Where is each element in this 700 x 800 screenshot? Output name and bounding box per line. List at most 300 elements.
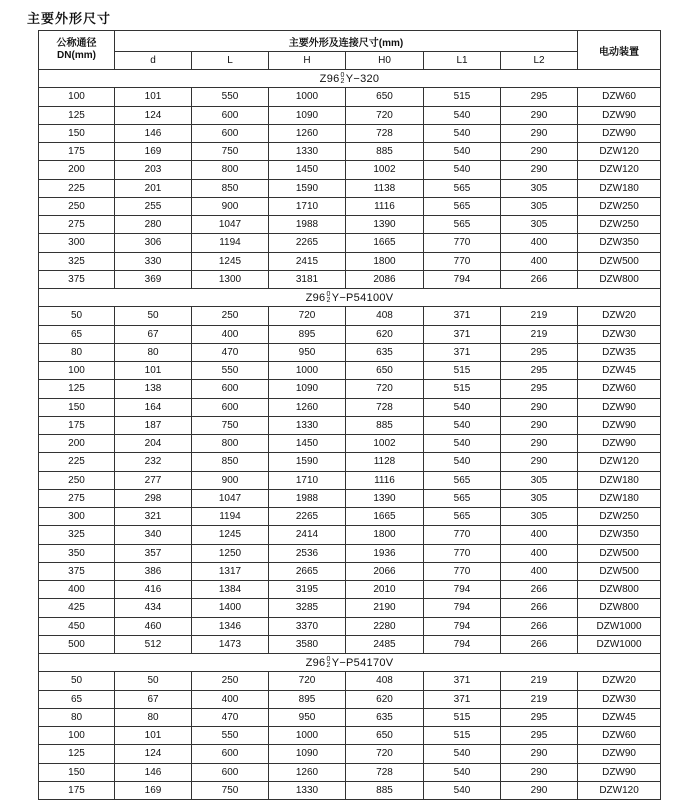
cell-l2: 305 bbox=[501, 471, 578, 489]
cell-l2: 400 bbox=[501, 234, 578, 252]
table-row bbox=[39, 435, 661, 453]
cell-l1: 515 bbox=[424, 727, 501, 745]
cell-dn: 150 bbox=[39, 763, 115, 781]
cell-l: 1473 bbox=[192, 635, 269, 653]
cell-actuator: DZW250 bbox=[578, 216, 661, 234]
cell-h0: 408 bbox=[346, 307, 424, 325]
cell-d: 169 bbox=[115, 781, 192, 799]
cell-dn: 275 bbox=[39, 216, 115, 234]
cell-actuator: DZW30 bbox=[578, 690, 661, 708]
cell-h0: 408 bbox=[346, 672, 424, 690]
cell-h0: 1390 bbox=[346, 489, 424, 507]
cell-dn: 150 bbox=[39, 398, 115, 416]
table-row bbox=[39, 672, 661, 690]
cell-l1: 770 bbox=[424, 562, 501, 580]
cell-actuator: DZW20 bbox=[578, 307, 661, 325]
cell-l1: 515 bbox=[424, 88, 501, 106]
header-col-d: d bbox=[115, 52, 192, 70]
cell-l: 1194 bbox=[192, 508, 269, 526]
cell-l2: 305 bbox=[501, 508, 578, 526]
cell-l2: 305 bbox=[501, 216, 578, 234]
cell-h0: 1665 bbox=[346, 234, 424, 252]
cell-dn: 125 bbox=[39, 380, 115, 398]
cell-d: 386 bbox=[115, 562, 192, 580]
cell-l: 250 bbox=[192, 672, 269, 690]
cell-l1: 794 bbox=[424, 599, 501, 617]
cell-l1: 540 bbox=[424, 435, 501, 453]
cell-h: 1260 bbox=[269, 763, 346, 781]
cell-h: 3580 bbox=[269, 635, 346, 653]
cell-actuator: DZW120 bbox=[578, 161, 661, 179]
model-prefix: Z96 bbox=[305, 656, 326, 669]
cell-l1: 565 bbox=[424, 471, 501, 489]
table-row bbox=[39, 562, 661, 580]
cell-l: 850 bbox=[192, 179, 269, 197]
cell-h0: 2086 bbox=[346, 270, 424, 288]
cell-l1: 540 bbox=[424, 161, 501, 179]
table-row bbox=[39, 617, 661, 635]
cell-d: 169 bbox=[115, 143, 192, 161]
cell-h: 3195 bbox=[269, 581, 346, 599]
cell-dn: 325 bbox=[39, 526, 115, 544]
table-row bbox=[39, 508, 661, 526]
cell-actuator: DZW180 bbox=[578, 179, 661, 197]
table-row bbox=[39, 690, 661, 708]
cell-l: 1245 bbox=[192, 526, 269, 544]
cell-h0: 720 bbox=[346, 745, 424, 763]
cell-h: 2536 bbox=[269, 544, 346, 562]
cell-l2: 290 bbox=[501, 143, 578, 161]
cell-h: 1590 bbox=[269, 179, 346, 197]
cell-h0: 635 bbox=[346, 708, 424, 726]
model-section-row bbox=[39, 654, 661, 672]
cell-h: 895 bbox=[269, 690, 346, 708]
cell-l2: 266 bbox=[501, 270, 578, 288]
model-fraction-bottom: 2 bbox=[340, 77, 345, 85]
cell-actuator: DZW500 bbox=[578, 544, 661, 562]
cell-d: 298 bbox=[115, 489, 192, 507]
cell-h: 895 bbox=[269, 325, 346, 343]
cell-h0: 650 bbox=[346, 727, 424, 745]
cell-dn: 175 bbox=[39, 416, 115, 434]
cell-dn: 300 bbox=[39, 234, 115, 252]
cell-l2: 219 bbox=[501, 325, 578, 343]
cell-l1: 540 bbox=[424, 763, 501, 781]
cell-l1: 565 bbox=[424, 508, 501, 526]
cell-h0: 650 bbox=[346, 362, 424, 380]
cell-l: 1300 bbox=[192, 270, 269, 288]
cell-dn: 250 bbox=[39, 471, 115, 489]
cell-actuator: DZW60 bbox=[578, 88, 661, 106]
cell-dn: 200 bbox=[39, 161, 115, 179]
cell-dn: 125 bbox=[39, 106, 115, 124]
cell-l2: 219 bbox=[501, 672, 578, 690]
cell-d: 460 bbox=[115, 617, 192, 635]
table-row bbox=[39, 197, 661, 215]
cell-l: 1047 bbox=[192, 489, 269, 507]
cell-dn: 425 bbox=[39, 599, 115, 617]
cell-l2: 219 bbox=[501, 690, 578, 708]
cell-l1: 371 bbox=[424, 325, 501, 343]
cell-dn: 225 bbox=[39, 179, 115, 197]
cell-l2: 290 bbox=[501, 763, 578, 781]
cell-l2: 400 bbox=[501, 252, 578, 270]
cell-h0: 728 bbox=[346, 398, 424, 416]
cell-d: 164 bbox=[115, 398, 192, 416]
cell-l1: 565 bbox=[424, 489, 501, 507]
table-row bbox=[39, 380, 661, 398]
cell-l: 600 bbox=[192, 124, 269, 142]
cell-l1: 371 bbox=[424, 690, 501, 708]
table-row bbox=[39, 325, 661, 343]
cell-l1: 371 bbox=[424, 343, 501, 361]
cell-l: 900 bbox=[192, 471, 269, 489]
model-section-row bbox=[39, 289, 661, 307]
cell-l: 470 bbox=[192, 343, 269, 361]
cell-h0: 885 bbox=[346, 143, 424, 161]
cell-d: 124 bbox=[115, 106, 192, 124]
cell-h: 1090 bbox=[269, 745, 346, 763]
cell-d: 416 bbox=[115, 581, 192, 599]
cell-actuator: DZW90 bbox=[578, 398, 661, 416]
cell-l: 800 bbox=[192, 435, 269, 453]
cell-actuator: DZW30 bbox=[578, 325, 661, 343]
cell-h: 1450 bbox=[269, 161, 346, 179]
cell-d: 80 bbox=[115, 708, 192, 726]
cell-h: 1710 bbox=[269, 197, 346, 215]
model-fraction-top: 0 bbox=[326, 290, 331, 298]
cell-d: 321 bbox=[115, 508, 192, 526]
cell-l1: 540 bbox=[424, 745, 501, 763]
cell-d: 369 bbox=[115, 270, 192, 288]
cell-d: 255 bbox=[115, 197, 192, 215]
cell-actuator: DZW45 bbox=[578, 362, 661, 380]
cell-dn: 400 bbox=[39, 581, 115, 599]
cell-d: 101 bbox=[115, 727, 192, 745]
header-dimensions-group: 主要外形及连接尺寸(mm) bbox=[115, 31, 578, 52]
cell-h: 2415 bbox=[269, 252, 346, 270]
cell-dn: 175 bbox=[39, 143, 115, 161]
table-row bbox=[39, 763, 661, 781]
cell-l: 550 bbox=[192, 727, 269, 745]
cell-d: 340 bbox=[115, 526, 192, 544]
cell-l1: 770 bbox=[424, 234, 501, 252]
model-section-row bbox=[39, 70, 661, 88]
page-title: 主要外形尺寸 bbox=[27, 11, 112, 26]
cell-actuator: DZW60 bbox=[578, 380, 661, 398]
table-row bbox=[39, 234, 661, 252]
table-row bbox=[39, 216, 661, 234]
cell-dn: 250 bbox=[39, 197, 115, 215]
cell-h: 1450 bbox=[269, 435, 346, 453]
cell-h: 2414 bbox=[269, 526, 346, 544]
model-fraction-bottom: 2 bbox=[326, 296, 331, 304]
cell-dn: 225 bbox=[39, 453, 115, 471]
cell-d: 277 bbox=[115, 471, 192, 489]
cell-l: 750 bbox=[192, 143, 269, 161]
cell-l2: 305 bbox=[501, 489, 578, 507]
cell-actuator: DZW1000 bbox=[578, 635, 661, 653]
cell-h0: 635 bbox=[346, 343, 424, 361]
cell-dn: 125 bbox=[39, 745, 115, 763]
cell-h: 2665 bbox=[269, 562, 346, 580]
cell-h0: 2485 bbox=[346, 635, 424, 653]
cell-h0: 1390 bbox=[346, 216, 424, 234]
cell-h: 1000 bbox=[269, 88, 346, 106]
cell-l2: 219 bbox=[501, 307, 578, 325]
table-row bbox=[39, 398, 661, 416]
header-col-l1: L1 bbox=[424, 52, 501, 70]
cell-l2: 290 bbox=[501, 161, 578, 179]
cell-l1: 770 bbox=[424, 526, 501, 544]
cell-dn: 175 bbox=[39, 781, 115, 799]
cell-l: 1400 bbox=[192, 599, 269, 617]
cell-l: 750 bbox=[192, 416, 269, 434]
table-row bbox=[39, 489, 661, 507]
header-col-h: H bbox=[269, 52, 346, 70]
cell-h0: 1116 bbox=[346, 471, 424, 489]
cell-l2: 295 bbox=[501, 708, 578, 726]
cell-dn: 65 bbox=[39, 690, 115, 708]
cell-l2: 290 bbox=[501, 106, 578, 124]
cell-actuator: DZW90 bbox=[578, 416, 661, 434]
cell-l1: 540 bbox=[424, 781, 501, 799]
cell-l2: 266 bbox=[501, 617, 578, 635]
cell-l: 750 bbox=[192, 781, 269, 799]
model-fraction-bottom: 2 bbox=[326, 661, 331, 669]
table-row bbox=[39, 599, 661, 617]
table-row bbox=[39, 143, 661, 161]
cell-l2: 295 bbox=[501, 88, 578, 106]
cell-dn: 80 bbox=[39, 708, 115, 726]
cell-dn: 100 bbox=[39, 88, 115, 106]
cell-l: 470 bbox=[192, 708, 269, 726]
cell-l: 400 bbox=[192, 690, 269, 708]
cell-l2: 400 bbox=[501, 544, 578, 562]
cell-dn: 100 bbox=[39, 362, 115, 380]
cell-h0: 1800 bbox=[346, 526, 424, 544]
cell-dn: 375 bbox=[39, 562, 115, 580]
model-fraction bbox=[326, 657, 330, 669]
cell-h: 1988 bbox=[269, 216, 346, 234]
cell-actuator: DZW1000 bbox=[578, 617, 661, 635]
cell-dn: 450 bbox=[39, 617, 115, 635]
table-row bbox=[39, 581, 661, 599]
table-row bbox=[39, 106, 661, 124]
table-row bbox=[39, 88, 661, 106]
cell-d: 201 bbox=[115, 179, 192, 197]
cell-l: 400 bbox=[192, 325, 269, 343]
cell-h0: 1116 bbox=[346, 197, 424, 215]
table-row bbox=[39, 708, 661, 726]
cell-actuator: DZW90 bbox=[578, 124, 661, 142]
cell-actuator: DZW800 bbox=[578, 581, 661, 599]
table-row bbox=[39, 745, 661, 763]
cell-l2: 305 bbox=[501, 197, 578, 215]
cell-h: 720 bbox=[269, 672, 346, 690]
table-row bbox=[39, 781, 661, 799]
cell-l: 600 bbox=[192, 106, 269, 124]
cell-actuator: DZW180 bbox=[578, 471, 661, 489]
cell-d: 50 bbox=[115, 307, 192, 325]
cell-l: 550 bbox=[192, 362, 269, 380]
cell-l2: 295 bbox=[501, 727, 578, 745]
cell-l1: 515 bbox=[424, 362, 501, 380]
cell-h: 1988 bbox=[269, 489, 346, 507]
cell-d: 80 bbox=[115, 343, 192, 361]
cell-l1: 770 bbox=[424, 252, 501, 270]
cell-h: 950 bbox=[269, 343, 346, 361]
cell-l1: 540 bbox=[424, 143, 501, 161]
model-designation bbox=[39, 289, 661, 307]
header-electric-actuator: 电动装置 bbox=[578, 31, 661, 70]
model-fraction-top: 0 bbox=[340, 71, 345, 79]
header-dn-unit: DN(mm) bbox=[57, 50, 96, 61]
cell-l: 600 bbox=[192, 380, 269, 398]
cell-d: 232 bbox=[115, 453, 192, 471]
cell-h0: 1002 bbox=[346, 435, 424, 453]
cell-actuator: DZW500 bbox=[578, 562, 661, 580]
cell-l: 850 bbox=[192, 453, 269, 471]
cell-l2: 290 bbox=[501, 453, 578, 471]
cell-l1: 371 bbox=[424, 307, 501, 325]
cell-h: 1260 bbox=[269, 124, 346, 142]
cell-actuator: DZW180 bbox=[578, 489, 661, 507]
table-row bbox=[39, 453, 661, 471]
cell-dn: 275 bbox=[39, 489, 115, 507]
cell-l2: 290 bbox=[501, 435, 578, 453]
cell-h: 1710 bbox=[269, 471, 346, 489]
cell-h0: 1936 bbox=[346, 544, 424, 562]
cell-l2: 400 bbox=[501, 562, 578, 580]
cell-l: 600 bbox=[192, 745, 269, 763]
model-prefix: Z96 bbox=[305, 291, 326, 304]
cell-dn: 375 bbox=[39, 270, 115, 288]
cell-l1: 565 bbox=[424, 179, 501, 197]
header-col-l2: L2 bbox=[501, 52, 578, 70]
cell-d: 203 bbox=[115, 161, 192, 179]
model-suffix: Y−320 bbox=[345, 72, 380, 85]
cell-h: 1330 bbox=[269, 143, 346, 161]
cell-h: 720 bbox=[269, 307, 346, 325]
model-fraction bbox=[341, 73, 345, 85]
cell-dn: 100 bbox=[39, 727, 115, 745]
table-body bbox=[39, 70, 661, 800]
cell-actuator: DZW35 bbox=[578, 343, 661, 361]
cell-h0: 885 bbox=[346, 781, 424, 799]
header-col-l: L bbox=[192, 52, 269, 70]
cell-l2: 400 bbox=[501, 526, 578, 544]
cell-dn: 150 bbox=[39, 124, 115, 142]
cell-h0: 620 bbox=[346, 325, 424, 343]
cell-l2: 290 bbox=[501, 124, 578, 142]
cell-h0: 650 bbox=[346, 88, 424, 106]
table-row bbox=[39, 179, 661, 197]
cell-l1: 540 bbox=[424, 453, 501, 471]
cell-l: 1194 bbox=[192, 234, 269, 252]
cell-h: 2265 bbox=[269, 508, 346, 526]
cell-l: 1317 bbox=[192, 562, 269, 580]
cell-actuator: DZW250 bbox=[578, 508, 661, 526]
cell-l: 800 bbox=[192, 161, 269, 179]
table-row bbox=[39, 343, 661, 361]
cell-l1: 770 bbox=[424, 544, 501, 562]
cell-l2: 295 bbox=[501, 362, 578, 380]
cell-l1: 794 bbox=[424, 635, 501, 653]
model-fraction bbox=[326, 292, 330, 304]
cell-l: 600 bbox=[192, 398, 269, 416]
cell-l1: 565 bbox=[424, 216, 501, 234]
cell-h: 2265 bbox=[269, 234, 346, 252]
cell-dn: 50 bbox=[39, 307, 115, 325]
table-row bbox=[39, 471, 661, 489]
cell-h0: 620 bbox=[346, 690, 424, 708]
cell-l2: 266 bbox=[501, 635, 578, 653]
cell-h: 1260 bbox=[269, 398, 346, 416]
cell-d: 434 bbox=[115, 599, 192, 617]
cell-d: 50 bbox=[115, 672, 192, 690]
cell-actuator: DZW120 bbox=[578, 781, 661, 799]
cell-h: 1000 bbox=[269, 727, 346, 745]
cell-actuator: DZW90 bbox=[578, 435, 661, 453]
cell-l: 550 bbox=[192, 88, 269, 106]
cell-l2: 295 bbox=[501, 380, 578, 398]
cell-actuator: DZW500 bbox=[578, 252, 661, 270]
cell-l1: 540 bbox=[424, 398, 501, 416]
cell-l2: 266 bbox=[501, 581, 578, 599]
cell-h: 1090 bbox=[269, 106, 346, 124]
cell-l2: 290 bbox=[501, 416, 578, 434]
cell-h0: 885 bbox=[346, 416, 424, 434]
cell-h0: 728 bbox=[346, 124, 424, 142]
table-row bbox=[39, 416, 661, 434]
cell-l1: 371 bbox=[424, 672, 501, 690]
header-nominal-diameter bbox=[39, 31, 115, 70]
cell-d: 146 bbox=[115, 124, 192, 142]
table-row bbox=[39, 727, 661, 745]
cell-l1: 515 bbox=[424, 380, 501, 398]
cell-l: 1047 bbox=[192, 216, 269, 234]
cell-actuator: DZW45 bbox=[578, 708, 661, 726]
cell-h: 1330 bbox=[269, 781, 346, 799]
cell-h: 950 bbox=[269, 708, 346, 726]
cell-l2: 305 bbox=[501, 179, 578, 197]
cell-d: 512 bbox=[115, 635, 192, 653]
cell-d: 138 bbox=[115, 380, 192, 398]
cell-dn: 80 bbox=[39, 343, 115, 361]
cell-h: 1000 bbox=[269, 362, 346, 380]
model-prefix: Z96 bbox=[319, 72, 340, 85]
header-dn-label: 公称通径 bbox=[56, 38, 97, 49]
table-row bbox=[39, 252, 661, 270]
cell-d: 204 bbox=[115, 435, 192, 453]
cell-dn: 350 bbox=[39, 544, 115, 562]
model-fraction-top: 0 bbox=[326, 655, 331, 663]
cell-h: 3370 bbox=[269, 617, 346, 635]
cell-h0: 720 bbox=[346, 380, 424, 398]
cell-l2: 290 bbox=[501, 745, 578, 763]
cell-h0: 2066 bbox=[346, 562, 424, 580]
cell-l: 1250 bbox=[192, 544, 269, 562]
cell-d: 187 bbox=[115, 416, 192, 434]
cell-dn: 325 bbox=[39, 252, 115, 270]
dimension-table bbox=[38, 30, 661, 800]
cell-h0: 2280 bbox=[346, 617, 424, 635]
cell-actuator: DZW90 bbox=[578, 763, 661, 781]
cell-l2: 290 bbox=[501, 398, 578, 416]
cell-h0: 720 bbox=[346, 106, 424, 124]
cell-dn: 200 bbox=[39, 435, 115, 453]
